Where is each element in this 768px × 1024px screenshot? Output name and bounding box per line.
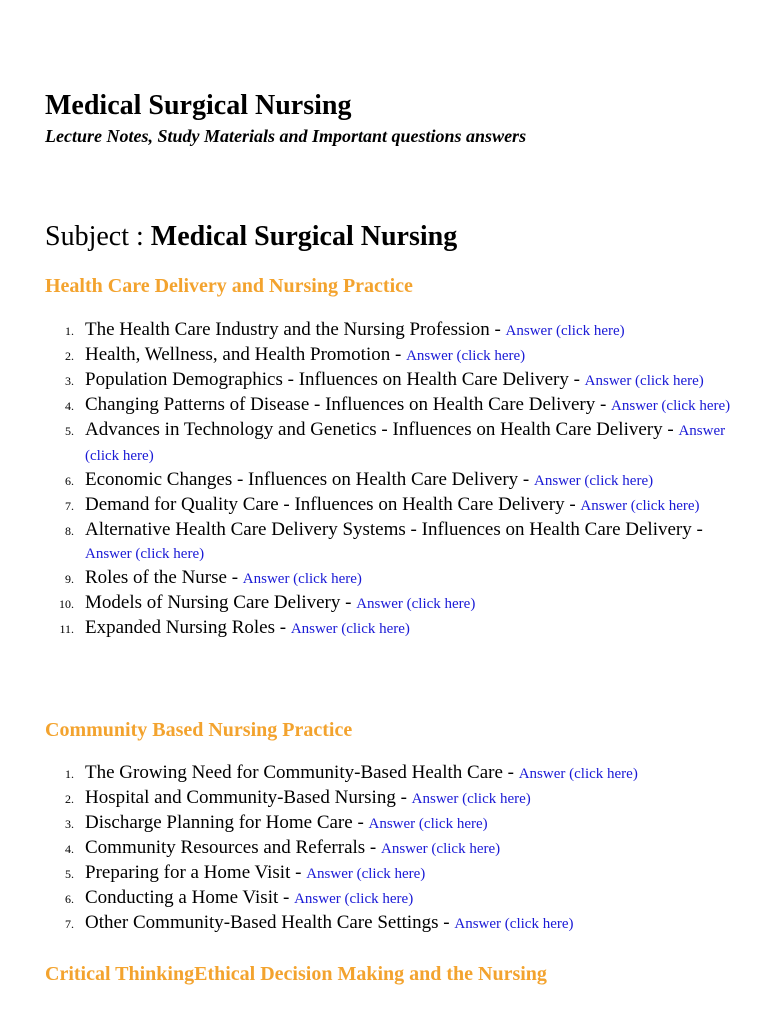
answer-link[interactable]: Answer (click here) bbox=[242, 571, 362, 587]
answer-link[interactable]: Answer (click here) bbox=[406, 348, 526, 364]
question-list-community-based bbox=[0, 761, 740, 936]
subject-heading bbox=[45, 218, 457, 256]
list-item-number: 7. bbox=[65, 499, 74, 513]
list-item bbox=[0, 493, 740, 518]
list-item-text: Roles of the Nurse - bbox=[85, 567, 243, 588]
answer-link[interactable]: Answer (click here) bbox=[290, 621, 410, 637]
list-item bbox=[0, 836, 740, 861]
list-item-number: 3. bbox=[65, 374, 74, 388]
list-item-number: 4. bbox=[65, 399, 74, 413]
subject-label: Subject : bbox=[45, 221, 144, 252]
list-item-number: 5. bbox=[65, 424, 74, 438]
answer-link[interactable]: Answer (click here) bbox=[584, 373, 704, 389]
question-list-health-care-delivery bbox=[0, 318, 740, 641]
section-heading-health-care-delivery: Health Care Delivery and Nursing Practice bbox=[45, 275, 413, 297]
list-item-number: 5. bbox=[65, 867, 74, 881]
list-item-text: The Health Care Industry and the Nursing Profession - bbox=[85, 319, 506, 340]
answer-link[interactable]: Answer (click here) bbox=[294, 891, 414, 907]
list-item bbox=[0, 343, 740, 368]
section-heading-community-based: Community Based Nursing Practice bbox=[45, 719, 353, 741]
list-item-number: 8. bbox=[65, 524, 74, 538]
list-item-number: 9. bbox=[65, 572, 74, 586]
answer-link[interactable]: Answer (click here) bbox=[356, 596, 476, 612]
list-item-text: Expanded Nursing Roles - bbox=[85, 617, 291, 638]
list-item-text: Other Community-Based Health Care Settings - bbox=[85, 912, 455, 933]
list-item-number: 1. bbox=[65, 767, 74, 781]
answer-link[interactable]: Answer (click here) bbox=[85, 546, 205, 562]
list-item-text: Discharge Planning for Home Care - bbox=[85, 812, 369, 833]
answer-link[interactable]: Answer (click here) bbox=[533, 473, 654, 489]
list-item bbox=[0, 811, 740, 836]
list-item-number: 1. bbox=[65, 324, 74, 338]
list-item-number: 11. bbox=[59, 622, 74, 636]
answer-link[interactable]: Answer (click here) bbox=[306, 866, 426, 882]
list-item bbox=[0, 616, 740, 641]
list-item-text: Alternative Health Care Delivery Systems - Influences on Health Care Delivery - bbox=[85, 519, 703, 540]
list-item-text: Community Resources and Referrals - bbox=[85, 837, 382, 858]
list-item bbox=[0, 786, 740, 811]
list-item bbox=[0, 591, 740, 616]
answer-link[interactable]: Answer (click here) bbox=[611, 398, 731, 414]
list-item-number: 2. bbox=[65, 349, 74, 363]
answer-link[interactable]: Answer (click here) bbox=[381, 841, 501, 857]
list-item bbox=[0, 318, 740, 343]
list-item bbox=[0, 468, 740, 493]
answer-link[interactable]: Answer (click here) bbox=[454, 916, 574, 932]
list-item-text: Models of Nursing Care Delivery - bbox=[85, 592, 357, 613]
list-item bbox=[0, 368, 740, 393]
list-item bbox=[0, 518, 740, 566]
list-item-number: 3. bbox=[65, 817, 74, 831]
list-item-number: 4. bbox=[65, 842, 74, 856]
list-item-text: The Growing Need for Community-Based Health Care - bbox=[85, 762, 519, 783]
list-item bbox=[0, 761, 740, 786]
list-item-number: 7. bbox=[65, 917, 74, 931]
list-item-number: 6. bbox=[65, 474, 74, 488]
list-item bbox=[0, 911, 740, 936]
list-item bbox=[0, 418, 740, 468]
list-item bbox=[0, 393, 740, 418]
page-subtitle: Lecture Notes, Study Materials and Important questions answers bbox=[45, 126, 527, 146]
answer-link[interactable]: Answer (click here) bbox=[85, 423, 726, 464]
list-item-text: Demand for Quality Care - Influences on Health Care Delivery - bbox=[85, 494, 581, 515]
list-item-number: 2. bbox=[65, 792, 74, 806]
list-item-text: Preparing for a Home Visit - bbox=[85, 862, 307, 883]
list-item-text: Population Demographics - Influences on Health Care Delivery - bbox=[85, 369, 585, 390]
answer-link[interactable]: Answer (click here) bbox=[518, 766, 638, 782]
list-item-text: Advances in Technology and Genetics - Influences on Health Care Delivery - bbox=[85, 419, 679, 440]
subject-value: Medical Surgical Nursing bbox=[150, 221, 458, 252]
list-item-text: Economic Changes - Influences on Health Care Delivery - bbox=[85, 469, 534, 490]
list-item bbox=[0, 886, 740, 911]
list-item bbox=[0, 566, 740, 591]
answer-link[interactable]: Answer (click here) bbox=[580, 498, 700, 514]
list-item-text: Conducting a Home Visit - bbox=[85, 887, 295, 908]
answer-link[interactable]: Answer (click here) bbox=[411, 791, 531, 807]
list-item-text: Health, Wellness, and Health Promotion - bbox=[85, 344, 407, 365]
answer-link[interactable]: Answer (click here) bbox=[368, 816, 488, 832]
list-item bbox=[0, 861, 740, 886]
list-item-number: 10. bbox=[59, 597, 74, 611]
answer-link[interactable]: Answer (click here) bbox=[505, 323, 625, 339]
list-item-number: 6. bbox=[65, 892, 74, 906]
list-item-text: Changing Patterns of Disease - Influences on Health Care Delivery - bbox=[85, 394, 612, 415]
list-item-text: Hospital and Community-Based Nursing - bbox=[85, 787, 412, 808]
section-heading-critical-thinking: Critical ThinkingEthical Decision Making and the Nursing bbox=[45, 963, 547, 985]
page-title: Medical Surgical Nursing bbox=[45, 90, 352, 121]
